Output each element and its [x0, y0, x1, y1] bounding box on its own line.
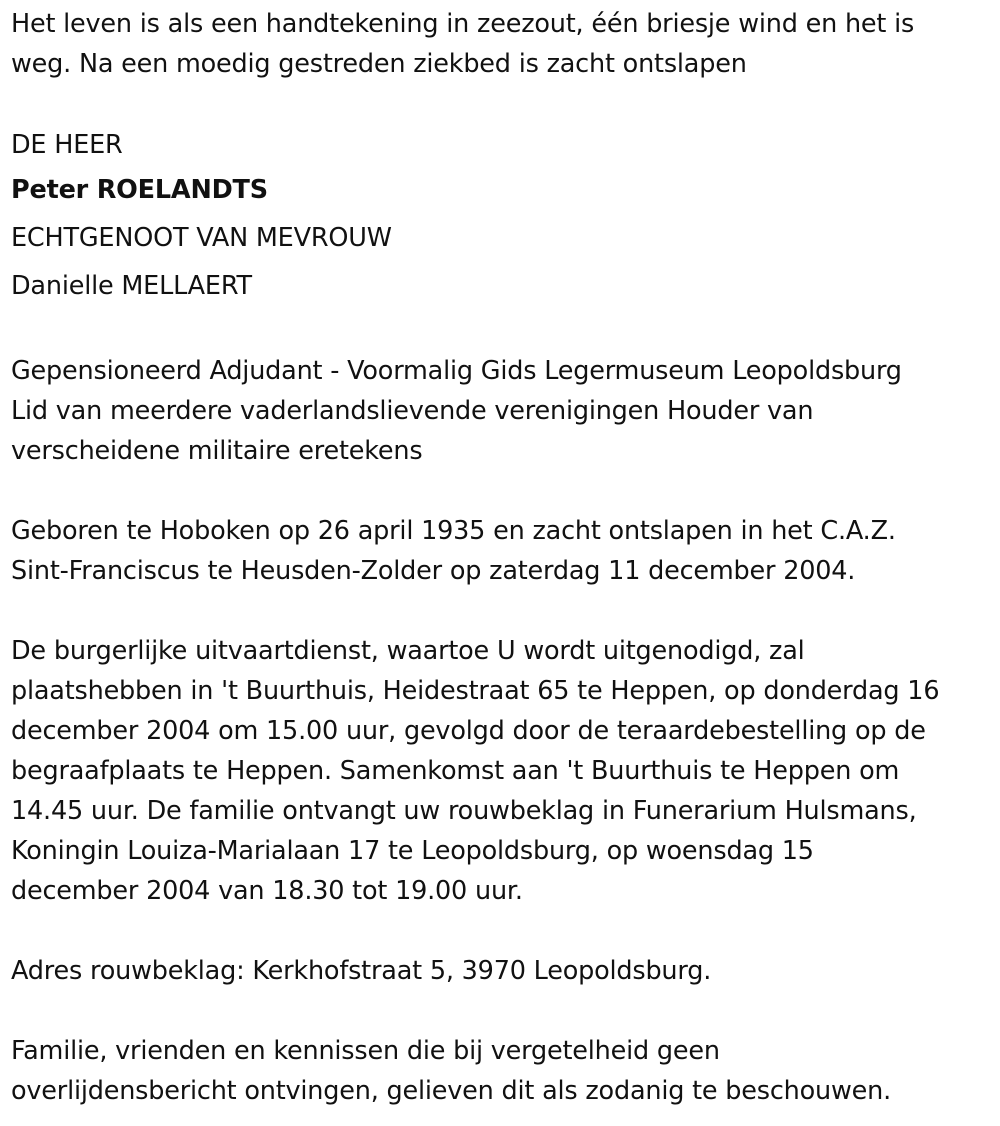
- condolence-address: Adres rouwbeklag: Kerkhofstraat 5, 3970 Leopoldsburg.: [11, 956, 712, 986]
- spacer: [11, 911, 996, 951]
- spouse-name: Danielle MELLAERT: [11, 271, 252, 301]
- career-text: Gepensioneerd Adjudant - Voormalig Gids Legermuseum Leopoldsburg Lid van meerdere vaderlandslievende verenigingen Houder van verscheidene militaire eretekens: [11, 356, 902, 466]
- spacer: [11, 84, 996, 124]
- funeral-text: De burgerlijke uitvaartdienst, waartoe U wordt uitgenodigd, zal plaatshebben in 't Buurthuis, Heidestraat 65 te Heppen, op donderdag 16 december 2004 om 15.00 uur, gevolgd door de teraardebestelling op de begraafplaats te Heppen. Samenkomst aan 't Buurthuis te Heppen om 14.45 uur. De familie ontvangt uw rouwbeklag in Funerarium Hulsmans, Koningin Louiza-Marialaan 17 te Leopoldsburg, op woensdag 15 december 2004 van 18.30 tot 19.00 uur.: [11, 636, 940, 906]
- spacer: [11, 310, 996, 351]
- obituary-notice: [11, 4, 996, 1111]
- spacer: [11, 591, 996, 631]
- relation-label: ECHTGENOOT VAN MEVROUW: [11, 223, 392, 253]
- honorific: DE HEER: [11, 130, 123, 160]
- spacer: [11, 991, 996, 1031]
- closing-text: Familie, vrienden en kennissen die bij vergetelheid geen overlijdensbericht ontvingen, gelieven dit als zodanig te beschouwen.: [11, 1036, 892, 1106]
- opening-text: Het leven is als een handtekening in zeezout, één briesje wind en het is weg. Na een moedig gestreden ziekbed is zacht ontslapen: [11, 9, 915, 79]
- deceased-name: Peter ROELANDTS: [11, 175, 268, 205]
- birth-death-text: Geboren te Hoboken op 26 april 1935 en zacht ontslapen in het C.A.Z. Sint-Franciscus te Heusden-Zolder op zaterdag 11 december 2004.: [11, 516, 896, 586]
- spacer: [11, 471, 996, 511]
- name-block: [11, 124, 996, 310]
